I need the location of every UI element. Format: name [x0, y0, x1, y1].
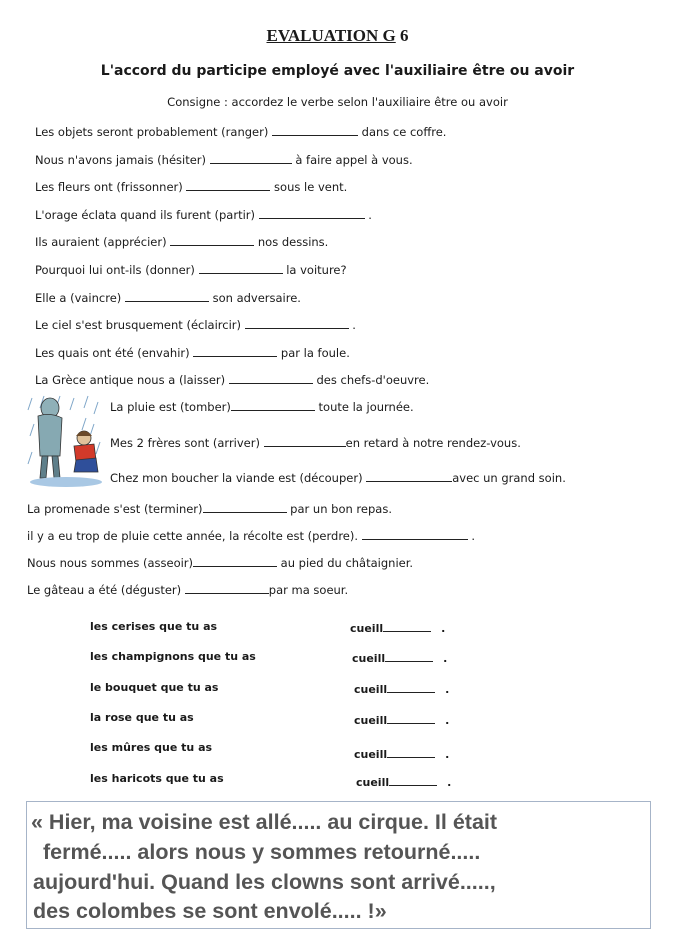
- sentence-14: La promenade s'est (terminer) par un bon repas.: [27, 502, 392, 516]
- sentence-12: Mes 2 frères sont (arriver) en retard à notre rendez-vous.: [110, 436, 521, 450]
- sentence-11: La pluie est (tomber) toute la journée.: [110, 400, 414, 414]
- sentence-10: La Grèce antique nous a (laisser) des chefs-d'oeuvre.: [35, 373, 430, 387]
- picking-answer: cueill .: [354, 714, 450, 727]
- answer-blank[interactable]: [387, 713, 435, 724]
- sentence-3: Les fleurs ont (frissonner) sous le vent.: [35, 180, 348, 194]
- picking-phrase: les mûres que tu as: [90, 741, 213, 754]
- answer-blank[interactable]: [389, 775, 437, 786]
- picking-phrase: les champignons que tu as: [90, 650, 256, 663]
- sentence-15: il y a eu trop de pluie cette année, la récolte est (perdre). .: [27, 529, 475, 543]
- picking-phrase: les haricots que tu as: [90, 772, 224, 785]
- answer-blank[interactable]: [210, 152, 292, 164]
- sentence-13: Chez mon boucher la viande est (découper) avec un grand soin.: [110, 471, 566, 485]
- answer-blank[interactable]: [203, 501, 287, 513]
- page-title: [0, 26, 675, 46]
- picking-phrase: le bouquet que tu as: [90, 681, 219, 694]
- answer-blank[interactable]: [245, 317, 349, 329]
- sentence-17: Le gâteau a été (déguster) par ma soeur.: [27, 583, 349, 597]
- answer-blank[interactable]: [125, 290, 209, 302]
- answer-blank[interactable]: [170, 234, 254, 246]
- picking-answer: cueill .: [354, 683, 450, 696]
- sentence-6: Pourquoi lui ont-ils (donner) la voiture?: [35, 263, 347, 277]
- rain-children-illustration: [26, 394, 104, 488]
- answer-blank[interactable]: [185, 582, 269, 594]
- picking-answer: cueill .: [356, 776, 452, 789]
- answer-blank[interactable]: [366, 470, 452, 482]
- instruction: Consigne : accordez le verbe selon l'auxiliaire être ou avoir: [167, 95, 508, 109]
- answer-blank[interactable]: [231, 399, 315, 411]
- answer-blank[interactable]: [259, 207, 365, 219]
- answer-blank[interactable]: [193, 555, 277, 567]
- text-box: [26, 801, 651, 929]
- answer-blank[interactable]: [199, 262, 283, 274]
- picking-answer: cueill .: [352, 652, 448, 665]
- sentence-1: Les objets seront probablement (ranger) dans ce coffre.: [35, 125, 447, 139]
- answer-blank[interactable]: [387, 682, 435, 693]
- answer-blank[interactable]: [362, 528, 468, 540]
- answer-blank[interactable]: [383, 621, 431, 632]
- answer-blank[interactable]: [193, 345, 277, 357]
- text-box-line: « Hier, ma voisine est allé..... au cirque. Il était: [31, 810, 498, 834]
- sentence-7: Elle a (vaincre) son adversaire.: [35, 291, 301, 305]
- title-text: EVALUATION G: [266, 26, 396, 45]
- sentence-2: Nous n'avons jamais (hésiter) à faire appel à vous.: [35, 153, 413, 167]
- sentence-4: L'orage éclata quand ils furent (partir) .: [35, 208, 372, 222]
- sentence-8: Le ciel s'est brusquement (éclaircir) .: [35, 318, 356, 332]
- sentence-9: Les quais ont été (envahir) par la foule.: [35, 346, 350, 360]
- text-box-line: fermé..... alors nous y sommes retourné.....: [43, 840, 481, 864]
- answer-blank[interactable]: [186, 179, 270, 191]
- title-number: 6: [400, 26, 409, 45]
- text-box-line: aujourd'hui. Quand les clowns sont arrivé.....,: [33, 870, 496, 894]
- text-box-line: des colombes se sont envolé..... !»: [33, 899, 387, 923]
- answer-blank[interactable]: [229, 372, 313, 384]
- answer-blank[interactable]: [272, 124, 358, 136]
- subtitle: L'accord du participe employé avec l'auxiliaire être ou avoir: [100, 63, 575, 79]
- picking-answer: cueill .: [354, 748, 450, 761]
- picking-phrase: la rose que tu as: [90, 711, 194, 724]
- answer-blank[interactable]: [264, 435, 346, 447]
- sentence-16: Nous nous sommes (asseoir) au pied du châtaignier.: [27, 556, 414, 570]
- answer-blank[interactable]: [385, 651, 433, 662]
- sentence-5: Ils auraient (apprécier) nos dessins.: [35, 235, 329, 249]
- picking-answer: cueill .: [350, 622, 446, 635]
- answer-blank[interactable]: [387, 747, 435, 758]
- picking-phrase: les cerises que tu as: [90, 620, 218, 633]
